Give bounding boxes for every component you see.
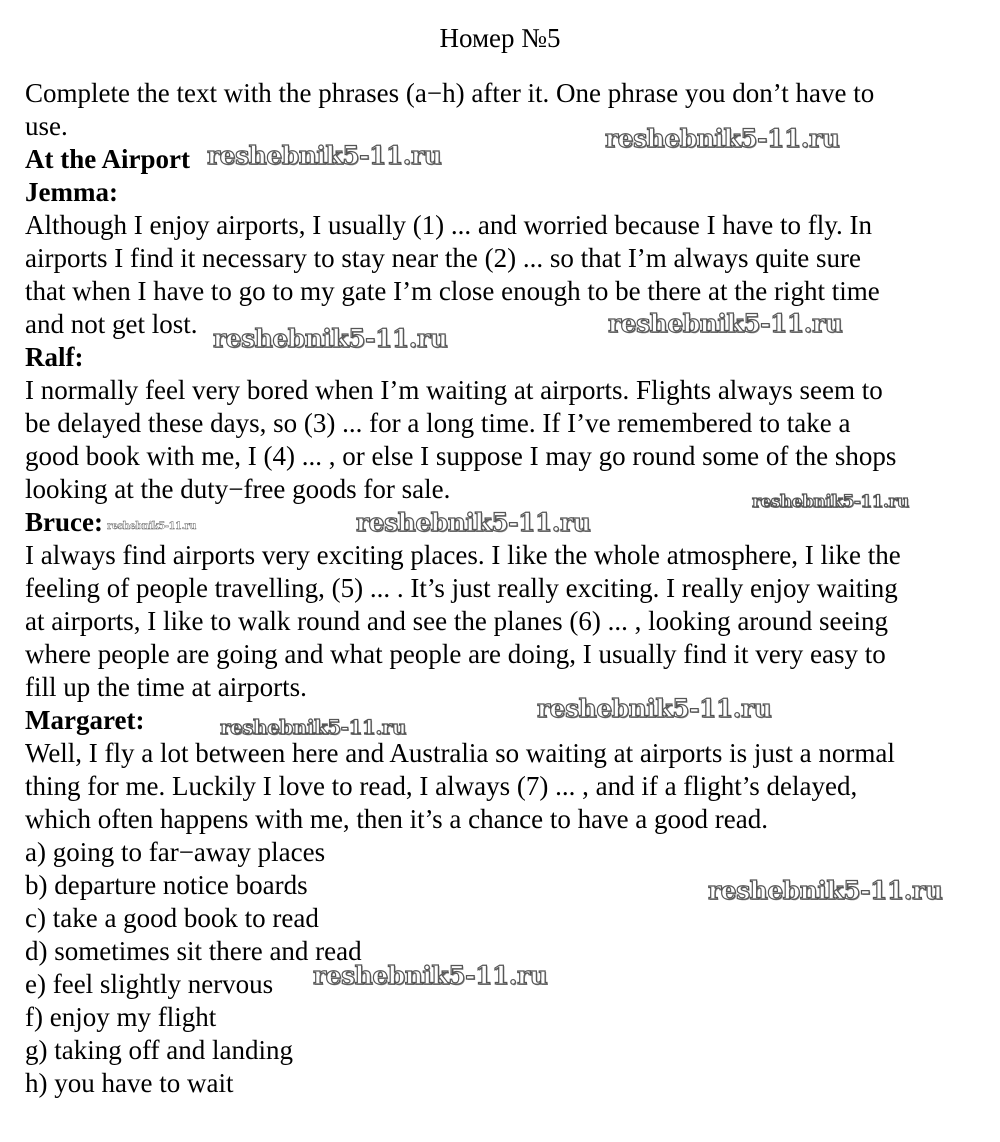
option-e: e) feel slightly nervous	[25, 969, 274, 999]
jemma-text-line: that when I have to go to my gate I’m close enough to be there at the right time	[25, 276, 880, 306]
speaker-jemma: Jemma:	[25, 177, 118, 207]
option-g: g) taking off and landing	[25, 1035, 293, 1065]
watermark: reshebnik5-11.ru	[207, 141, 442, 170]
bruce-text-line: fill up the time at airports.	[25, 672, 307, 702]
instruction-line: use.	[25, 111, 68, 141]
watermark: reshebnik5-11.ru	[608, 309, 843, 338]
option-d: d) sometimes sit there and read	[25, 936, 362, 966]
watermark: reshebnik5-11.ru	[107, 521, 196, 532]
instruction-line: Complete the text with the phrases (a−h) after it. One phrase you don’t have to	[25, 78, 875, 108]
watermark: reshebnik5-11.ru	[313, 961, 548, 990]
jemma-text-line: airports I find it necessary to stay near the (2) ... so that I’m always quite sure	[25, 243, 861, 273]
watermark: reshebnik5-11.ru	[537, 694, 772, 723]
margaret-text-line: thing for me. Luckily I love to read, I always (7) ... , and if a flight’s delayed,	[25, 771, 858, 801]
margaret-text-line: Well, I fly a lot between here and Australia so waiting at airports is just a normal	[25, 738, 895, 768]
jemma-text-line: and not get lost.	[25, 309, 198, 339]
watermark: reshebnik5-11.ru	[752, 492, 909, 512]
watermark: reshebnik5-11.ru	[605, 124, 840, 153]
speaker-bruce: Bruce:	[25, 507, 103, 537]
watermark: reshebnik5-11.ru	[220, 715, 406, 739]
option-h: h) you have to wait	[25, 1068, 234, 1098]
speaker-margaret: Margaret:	[25, 705, 145, 735]
bruce-text-line: feeling of people travelling, (5) ... . It’s just really exciting. I really enjoy waiting	[25, 573, 898, 603]
option-b: b) departure notice boards	[25, 870, 308, 900]
ralf-text-line: I normally feel very bored when I’m waiting at airports. Flights always seem to	[25, 375, 883, 405]
option-c: c) take a good book to read	[25, 903, 319, 933]
speaker-ralf: Ralf:	[25, 342, 84, 372]
ralf-text-line: good book with me, I (4) ... , or else I suppose I may go round some of the shops	[25, 441, 897, 471]
ralf-text-line: be delayed these days, so (3) ... for a long time. If I’ve remembered to take a	[25, 408, 851, 438]
page-title: Номер №5	[439, 23, 561, 53]
watermark: reshebnik5-11.ru	[708, 876, 943, 905]
watermark: reshebnik5-11.ru	[213, 324, 448, 353]
section-heading: At the Airport	[25, 144, 190, 174]
bruce-text-line: at airports, I like to walk round and see the planes (6) ... , looking around seeing	[25, 606, 889, 636]
option-f: f) enjoy my flight	[25, 1002, 217, 1032]
watermark: reshebnik5-11.ru	[356, 508, 591, 537]
margaret-text-line: which often happens with me, then it’s a chance to have a good read.	[25, 804, 769, 834]
option-a: a) going to far−away places	[25, 837, 326, 867]
bruce-text-line: I always find airports very exciting places. I like the whole atmosphere, I like the	[25, 540, 901, 570]
bruce-text-line: where people are going and what people are doing, I usually find it very easy to	[25, 639, 886, 669]
ralf-text-line: looking at the duty−free goods for sale.	[25, 474, 451, 504]
jemma-text-line: Although I enjoy airports, I usually (1) ... and worried because I have to fly. In	[25, 210, 873, 240]
